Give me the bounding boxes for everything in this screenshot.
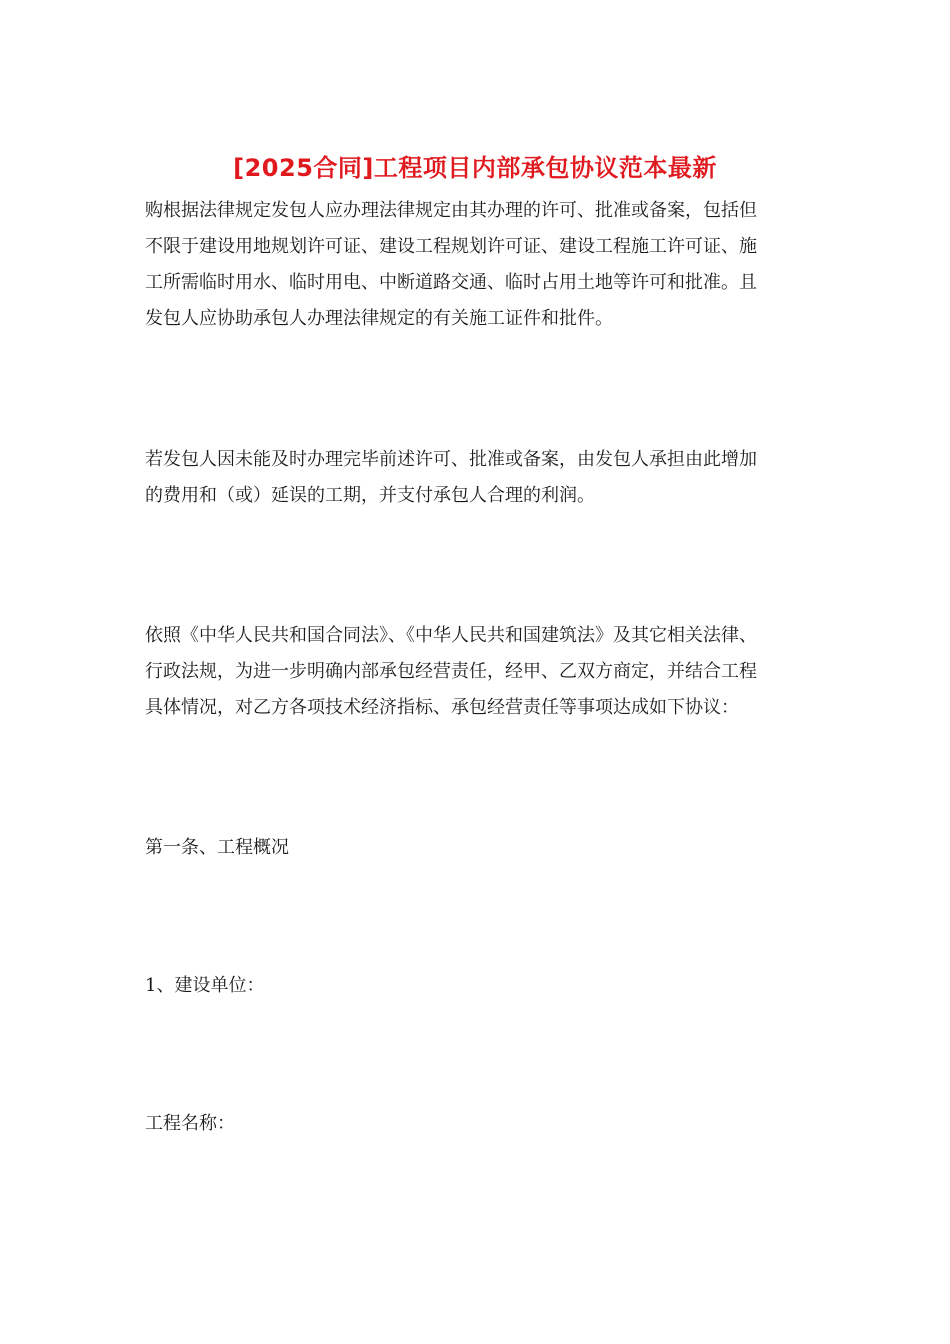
document-title: [2025合同]工程项目内部承包协议范本最新 [233,154,717,182]
paragraph-delay-liability [145,442,805,514]
paragraph-line: 的费用和（或）延误的工期，并支付承包人合理的利润。 [145,485,595,506]
section-heading-overview [145,830,805,866]
paragraph-line: 发包人应协助承包人办理法律规定的有关施工证件和批件。 [145,308,613,329]
paragraph-legal-basis [145,618,805,726]
paragraph-line: 工所需临时用水、临时用电、中断道路交通、临时占用土地等许可和批准。且 [145,272,757,293]
paragraph-line: 购根据法律规定发包人应办理法律规定由其办理的许可、批准或备案，包括但 [145,200,757,221]
paragraph-line: 1、建设单位： [145,975,265,996]
paragraph-line: 第一条、工程概况 [145,837,289,858]
paragraph-line: 行政法规，为进一步明确内部承包经营责任，经甲、乙双方商定，并结合工程 [145,661,757,682]
paragraph-line: 工程名称： [145,1113,235,1134]
paragraph-line: 具体情况，对乙方各项技术经济指标、承包经营责任等事项达成如下协议： [145,697,739,718]
field-project-name [145,1106,805,1142]
paragraph-permits [145,193,805,337]
paragraph-line: 若发包人因未能及时办理完毕前述许可、批准或备案，由发包人承担由此增加 [145,449,757,470]
field-construction-unit [145,968,805,1004]
paragraph-line: 依照《中华人民共和国合同法》、《中华人民共和国建筑法》及其它相关法律、 [145,625,757,646]
paragraph-line: 不限于建设用地规划许可证、建设工程规划许可证、建设工程施工许可证、施 [145,236,757,257]
